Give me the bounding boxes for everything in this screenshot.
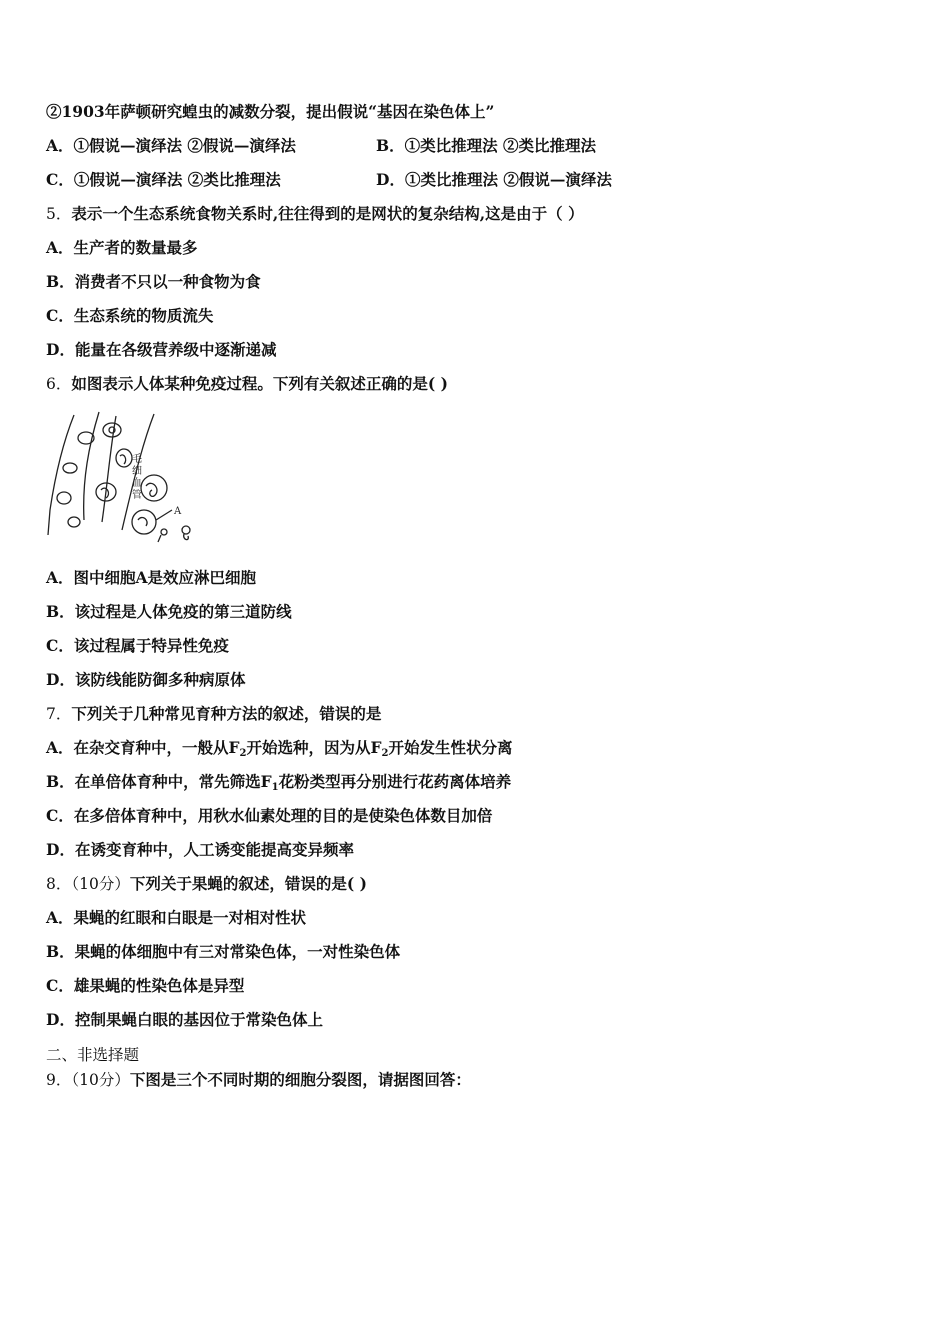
q5-stem: 表示一个生态系统食物关系时,往往得到的是网状的复杂结构,这是由于（ ）: [71, 204, 584, 223]
q4-option-c[interactable]: C．①假说—演绎法 ②类比推理法: [46, 170, 281, 189]
q5-option-a[interactable]: A．生产者的数量最多: [46, 238, 198, 257]
q8-option-c[interactable]: C．雄果蝇的性染色体是异型: [46, 976, 245, 995]
figure-label-vessel: 毛细血管: [132, 454, 142, 501]
immune-figure-drawing: [44, 410, 204, 550]
q5-option-b[interactable]: B．消费者不只以一种食物为食: [46, 272, 261, 291]
q4-option-b[interactable]: B．①类比推理法 ②类比推理法: [376, 136, 596, 155]
q7-a-part3: 开始发生性状分离: [388, 738, 513, 757]
q7-a-part1: A．在杂交育种中，一般从F: [46, 738, 240, 757]
q7-number: 7．: [46, 705, 72, 723]
q6-option-d[interactable]: D．该防线能防御多种病原体: [46, 670, 246, 689]
q9-question: [46, 1070, 471, 1090]
q7-option-d[interactable]: D．在诱变育种中，人工诱变能提高变异频率: [46, 840, 354, 859]
q9-number: 9．（10分）: [46, 1071, 130, 1089]
q8-question: [46, 874, 367, 894]
q8-option-d[interactable]: D．控制果蝇白眼的基因位于常染色体上: [46, 1010, 323, 1029]
q7-a-part2: 开始选种，因为从F: [246, 738, 382, 757]
q4-statement-2: ②1903年萨顿研究蝗虫的减数分裂，提出假说“基因在染色体上”: [46, 102, 495, 121]
q8-number: 8．（10分）: [46, 875, 130, 893]
q6-stem: 如图表示人体某种免疫过程。下列有关叙述正确的是( ): [71, 374, 448, 393]
q4-option-d[interactable]: D．①类比推理法 ②假说—演绎法: [376, 170, 612, 189]
q8-option-a[interactable]: A．果蝇的红眼和白眼是一对相对性状: [46, 908, 307, 927]
q7-b-sub: 1: [271, 782, 279, 793]
section-heading-non-choice: 二、非选择题: [46, 1046, 140, 1064]
q5-question: [46, 204, 584, 224]
q7-b-part1: B．在单倍体育种中，常先筛选F: [46, 772, 272, 791]
q7-stem: 下列关于几种常见育种方法的叙述，错误的是: [71, 704, 382, 723]
q7-a-sub2: 2: [381, 748, 389, 759]
q6-question: [46, 374, 448, 394]
q8-option-b[interactable]: B．果蝇的体细胞中有三对常染色体，一对性染色体: [46, 942, 401, 961]
q5-number: 5．: [46, 205, 72, 223]
q9-stem: 下图是三个不同时期的细胞分裂图，请据图回答：: [129, 1070, 471, 1089]
q7-a-sub1: 2: [239, 748, 247, 759]
q7-b-part2: 花粉类型再分别进行花药离体培养: [278, 772, 512, 791]
q6-option-b[interactable]: B．该过程是人体免疫的第三道防线: [46, 602, 292, 621]
q5-option-d[interactable]: D．能量在各级营养级中逐渐递减: [46, 340, 277, 359]
q6-option-a[interactable]: A．图中细胞A是效应淋巴细胞: [46, 568, 257, 587]
q4-option-a[interactable]: A．①假说—演绎法 ②假说—演绎法: [46, 136, 296, 155]
q7-option-a[interactable]: [46, 738, 513, 764]
q5-option-c[interactable]: C．生态系统的物质流失: [46, 306, 214, 325]
figure-label-cell-a: A: [174, 506, 182, 517]
q8-stem: 下列关于果蝇的叙述，错误的是( ): [129, 874, 367, 893]
q7-question: [46, 704, 381, 724]
q7-option-c[interactable]: C．在多倍体育种中，用秋水仙素处理的目的是使染色体数目加倍: [46, 806, 493, 825]
immune-process-figure: [44, 410, 204, 550]
q6-option-c[interactable]: C．该过程属于特异性免疫: [46, 636, 229, 655]
q6-number: 6．: [46, 375, 72, 393]
q7-option-b[interactable]: [46, 772, 511, 798]
